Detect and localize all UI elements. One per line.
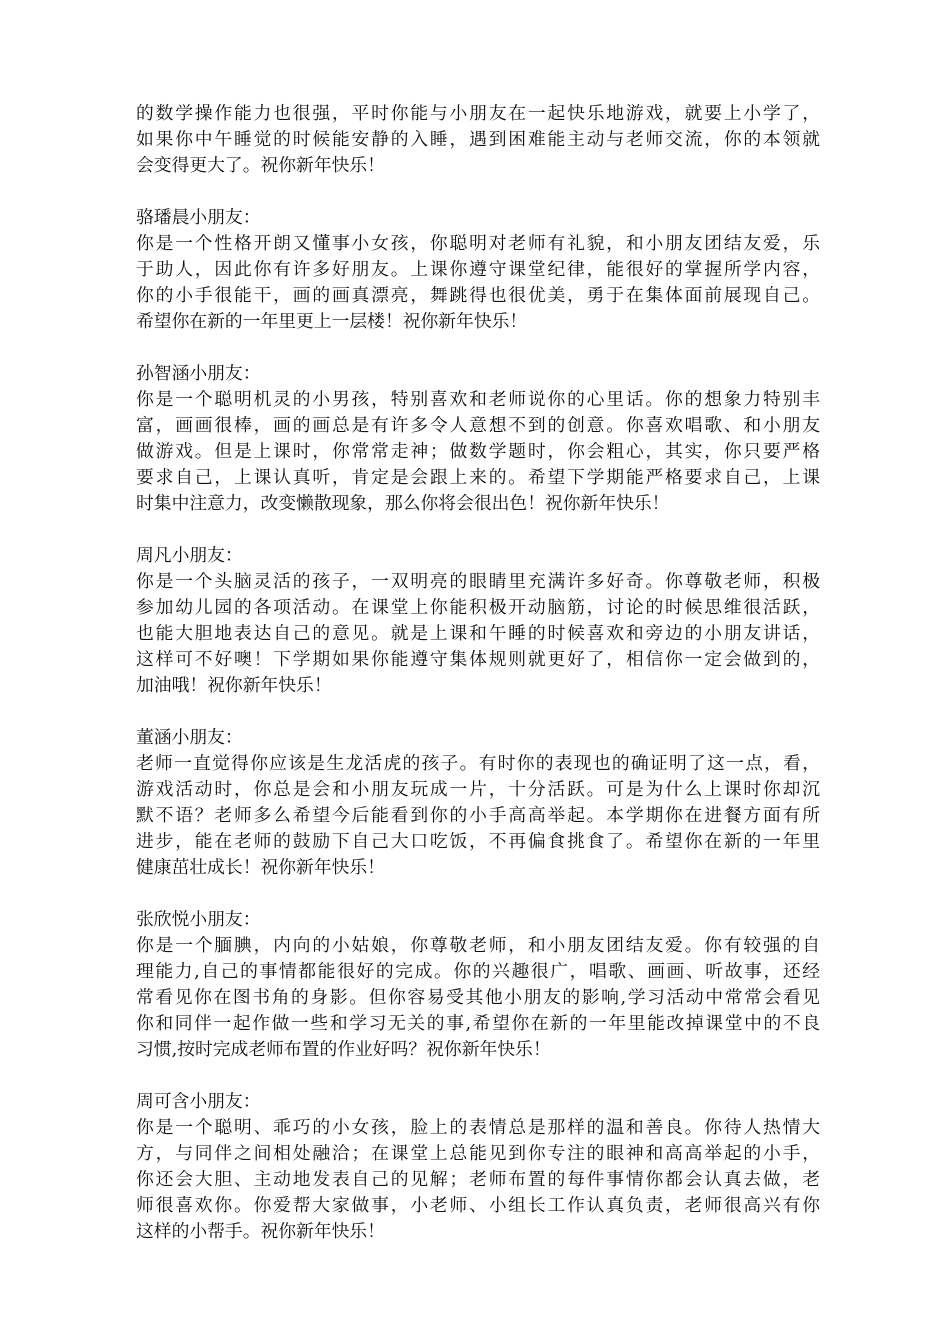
- paragraph-gap: [136, 517, 820, 543]
- text-line: 你是一个头脑灵活的孩子，一双明亮的眼睛里充满许多好奇。你尊敬老师，积极: [136, 571, 820, 592]
- text-line: 这样可不好噢！下学期如果你能遵守集体规则就更好了，相信你一定会做到的，: [136, 649, 820, 670]
- text-line: 这样的小帮手。祝你新年快乐！: [136, 1221, 385, 1242]
- text-line: 你是一个腼腆，内向的小姑娘，你尊敬老师，和小朋友团结友爱。你有较强的自: [136, 935, 820, 956]
- text-line: 富，画画很棒，画的画总是有许多令人意想不到的创意。你喜欢唱歌、和小朋友: [136, 415, 820, 436]
- text-line: 会变得更大了。祝你新年快乐！: [136, 155, 385, 176]
- text-line: 你的小手很能干，画的画真漂亮，舞跳得也很优美，勇于在集体面前展现自己。: [136, 285, 820, 306]
- comment-entry: [136, 361, 820, 517]
- text-line: 师很喜欢你。你爱帮大家做事，小老师、小组长工作认真负责，老师很高兴有你: [136, 1195, 820, 1216]
- text-line: 你是一个性格开朗又懂事小女孩，你聪明对老师有礼貌，和小朋友团结友爱，乐: [136, 233, 820, 254]
- text-line: 时集中注意力，改变懒散现象，那么你将会很出色！祝你新年快乐！: [136, 493, 670, 514]
- text-line: 加油哦！祝你新年快乐！: [136, 675, 332, 696]
- text-line: 参加幼儿园的各项活动。在课堂上你能积极开动脑筋，讨论的时候思维很活跃，: [136, 597, 820, 618]
- text-line: 做游戏。但是上课时，你常常走神；做数学题时，你会粗心，其实，你只要严格: [136, 441, 820, 462]
- student-name: 董涵小朋友：: [136, 727, 243, 748]
- paragraph-gap: [136, 881, 820, 907]
- text-line: 健康茁壮成长！祝你新年快乐！: [136, 857, 385, 878]
- text-line: 如果你中午睡觉的时候能安静的入睡，遇到困难能主动与老师交流，你的本领就: [136, 129, 820, 150]
- paragraph-gap: [136, 179, 820, 205]
- text-line: 的数学操作能力也很强，平时你能与小朋友在一起快乐地游戏，就要上小学了，: [136, 103, 820, 124]
- text-line: 习惯,按时完成老师布置的作业好吗？祝你新年快乐！: [136, 1039, 551, 1060]
- text-line: 常看见你在图书角的身影。但你容易受其他小朋友的影响,学习活动中常常会看见: [136, 987, 820, 1008]
- comment-entry: [136, 907, 820, 1063]
- text-line: 也能大胆地表达自己的意见。就是上课和午睡的时候喜欢和旁边的小朋友讲话，: [136, 623, 820, 644]
- document-body: [136, 101, 820, 1245]
- text-line: 理能力,自己的事情都能很好的完成。你的兴趣很广，唱歌、画画、听故事，还经: [136, 961, 820, 982]
- student-name: 骆璠晨小朋友：: [136, 207, 261, 228]
- comment-entry: [136, 205, 820, 335]
- text-line: 希望你在新的一年里更上一层楼！祝你新年快乐！: [136, 311, 528, 332]
- text-line: 进步，能在老师的鼓励下自己大口吃饭，不再偏食挑食了。希望你在新的一年里: [136, 831, 820, 852]
- text-line: 默不语？老师多么希望今后能看到你的小手高高举起。本学期你在进餐方面有所: [136, 805, 820, 826]
- text-line: 你和同伴一起作做一些和学习无关的事,希望你在新的一年里能改掉课堂中的不良: [136, 1013, 820, 1034]
- text-line: 老师一直觉得你应该是生龙活虎的孩子。有时你的表现也的确证明了这一点，看，: [136, 753, 820, 774]
- text-line: 游戏活动时，你总是会和小朋友玩成一片，十分活跃。可是为什么上课时你却沉: [136, 779, 820, 800]
- student-name: 周可含小朋友：: [136, 1091, 261, 1112]
- intro-paragraph: [136, 101, 820, 179]
- student-name: 孙智涵小朋友：: [136, 363, 261, 384]
- text-line: 你还会大胆、主动地发表自己的见解；老师布置的每件事情你都会认真去做，老: [136, 1169, 820, 1190]
- paragraph-gap: [136, 1063, 820, 1089]
- text-line: 方，与同伴之间相处融洽；在课堂上总能见到你专注的眼神和高高举起的小手，: [136, 1143, 820, 1164]
- comment-entry: [136, 543, 820, 699]
- text-line: 于助人，因此你有许多好朋友。上课你遵守课堂纪律，能很好的掌握所学内容，: [136, 259, 820, 280]
- paragraph-gap: [136, 699, 820, 725]
- paragraph-gap: [136, 335, 820, 361]
- text-line: 你是一个聪明、乖巧的小女孩，脸上的表情总是那样的温和善良。你待人热情大: [136, 1117, 820, 1138]
- text-line: 要求自己，上课认真听，肯定是会跟上来的。希望下学期能严格要求自己，上课: [136, 467, 820, 488]
- comment-entry: [136, 1089, 820, 1245]
- student-name: 周凡小朋友：: [136, 545, 243, 566]
- text-line: 你是一个聪明机灵的小男孩，特别喜欢和老师说你的心里话。你的想象力特别丰: [136, 389, 820, 410]
- comment-entry: [136, 725, 820, 881]
- student-name: 张欣悦小朋友：: [136, 909, 261, 930]
